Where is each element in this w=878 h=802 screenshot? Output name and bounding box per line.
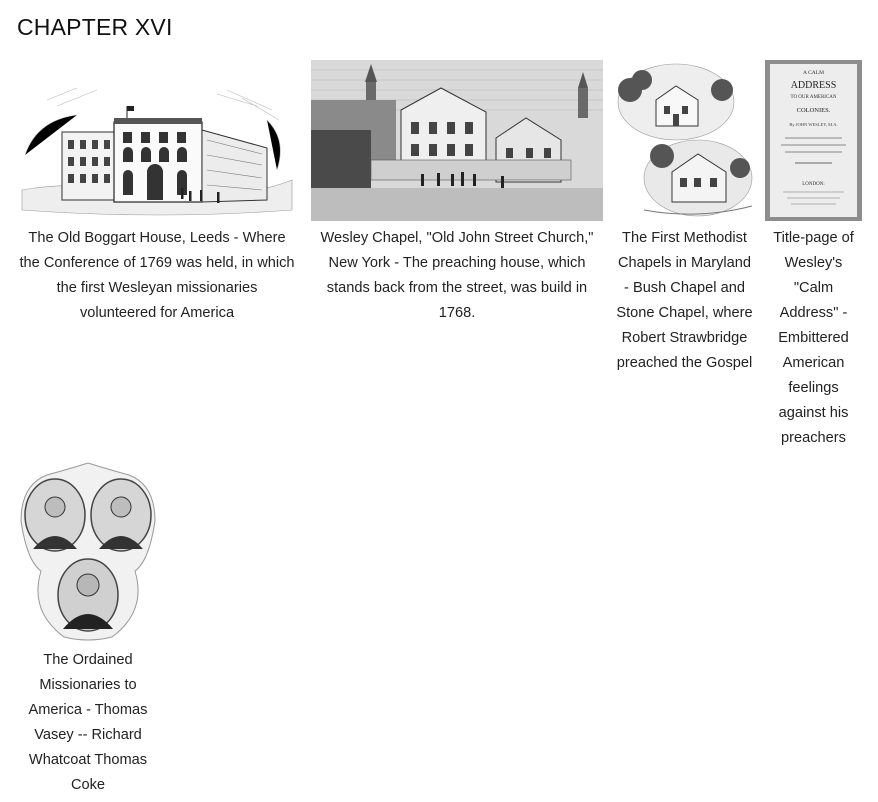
caption-ordained-missionaries: The Ordained Missionaries to America - Thomas Vasey -- Richard Whatcoat Thomas Coke [28, 652, 148, 793]
caption-maryland-chapels: The First Methodist Chapels in Maryland - Bush Chapel and Stone Chapel, where Robert Strawbridge preached the Gospel [616, 230, 753, 371]
caption-wesley-chapel: Wesley Chapel, "Old John Street Church," New York - The preaching house, which stands back from the street, was build in 1768. [320, 230, 594, 321]
title-page-line1: A CALM [803, 70, 824, 76]
caption-old-boggart-house: The Old Boggart House, Leeds - Where the Conference of 1769 was held, in which the first Wesleyan missionaries volunteered for America [19, 230, 295, 321]
maryland-chapels-engraving [614, 60, 755, 221]
old-boggart-house-engraving [17, 60, 297, 221]
title-page-line5: By JOHN WESLEY, M.A. [789, 122, 838, 127]
figure-old-boggart-house [17, 60, 297, 326]
title-page-line2: ADDRESS [790, 80, 837, 91]
wesley-chapel-engraving [311, 60, 603, 221]
chapter-title: CHAPTER XVI [17, 14, 173, 40]
missionaries-portraits-engraving [17, 461, 159, 643]
title-page-line4: COLONIES. [796, 107, 831, 114]
figure-wesley-chapel [311, 60, 603, 326]
title-page-line3: TO OUR AMERICAN [790, 95, 837, 100]
figure-maryland-chapels [614, 60, 755, 376]
title-page-line6: LONDON: [802, 182, 825, 187]
calm-address-title-page [765, 60, 862, 221]
caption-calm-address: Title-page of Wesley's "Calm Address" - Embittered American feelings against his preachers [773, 230, 854, 446]
figure-calm-address [765, 60, 862, 451]
figure-ordained-missionaries [17, 461, 159, 798]
